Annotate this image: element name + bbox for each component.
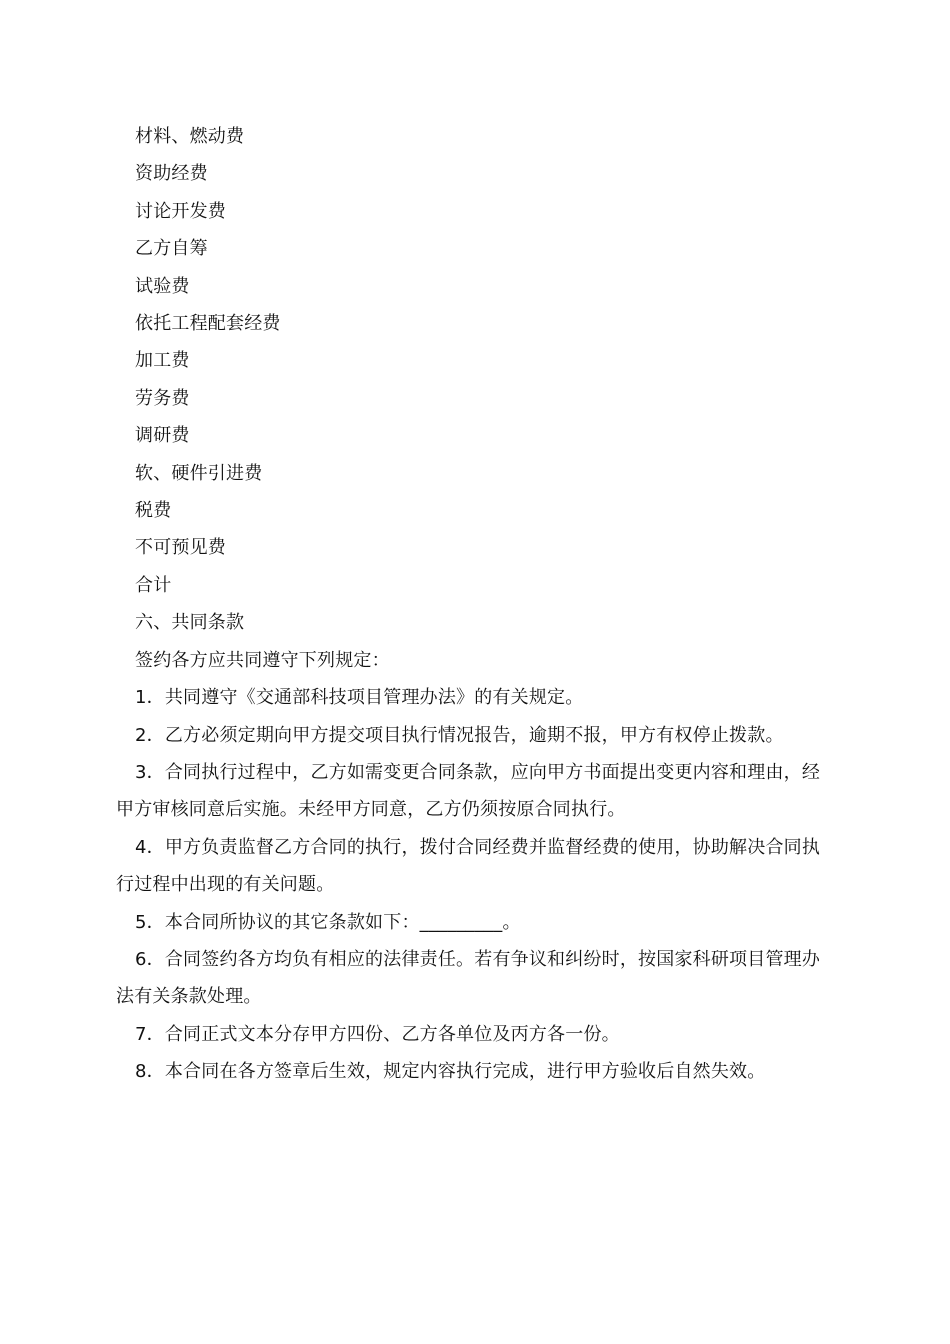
budget-item: 不可预见费: [135, 537, 226, 559]
budget-item: 调研费: [135, 425, 190, 447]
budget-item: 劳务费: [135, 387, 190, 409]
clause-6: 6．合同签约各方均负有相应的法律责任。若有争议和纠纷时，按国家科研项目管理办法有关条款处理。: [116, 948, 821, 1008]
budget-item: 加工费: [135, 350, 190, 372]
budget-item: 税费: [135, 500, 172, 522]
budget-item: 软、硬件引进费: [135, 462, 263, 484]
document-body: [116, 118, 838, 1091]
budget-item: 试验费: [135, 275, 190, 297]
clause-7: 7．合同正式文本分存甲方四份、乙方各单位及丙方各一份。: [135, 1023, 620, 1045]
budget-item: 乙方自筹: [135, 238, 208, 260]
clause-8: 8．本合同在各方签章后生效，规定内容执行完成，进行甲方验收后自然失效。: [135, 1061, 766, 1083]
clause-2: 2．乙方必须定期向甲方提交项目执行情况报告，逾期不报，甲方有权停止拨款。: [135, 724, 784, 746]
clause-4: 4．甲方负责监督乙方合同的执行，拨付合同经费并监督经费的使用，协助解决合同执行过程中出现的有关问题。: [116, 836, 821, 896]
section-heading: 六、共同条款: [135, 612, 245, 634]
clause-1: 1．共同遵守《交通部科技项目管理办法》的有关规定。: [135, 687, 584, 709]
budget-item: 资助经费: [135, 163, 208, 185]
budget-item: 讨论开发费: [135, 200, 226, 222]
section-intro: 签约各方应共同遵守下列规定：: [135, 649, 390, 671]
budget-item: 依托工程配套经费: [135, 313, 281, 335]
budget-total: 合计: [135, 574, 172, 596]
clause-5: 5．本合同所协议的其它条款如下：_________。: [135, 911, 521, 933]
clause-3: 3．合同执行过程中，乙方如需变更合同条款，应向甲方书面提出变更内容和理由，经甲方审核同意后实施。未经甲方同意，乙方仍须按原合同执行。: [116, 761, 821, 821]
budget-item: 材料、燃动费: [135, 126, 245, 147]
